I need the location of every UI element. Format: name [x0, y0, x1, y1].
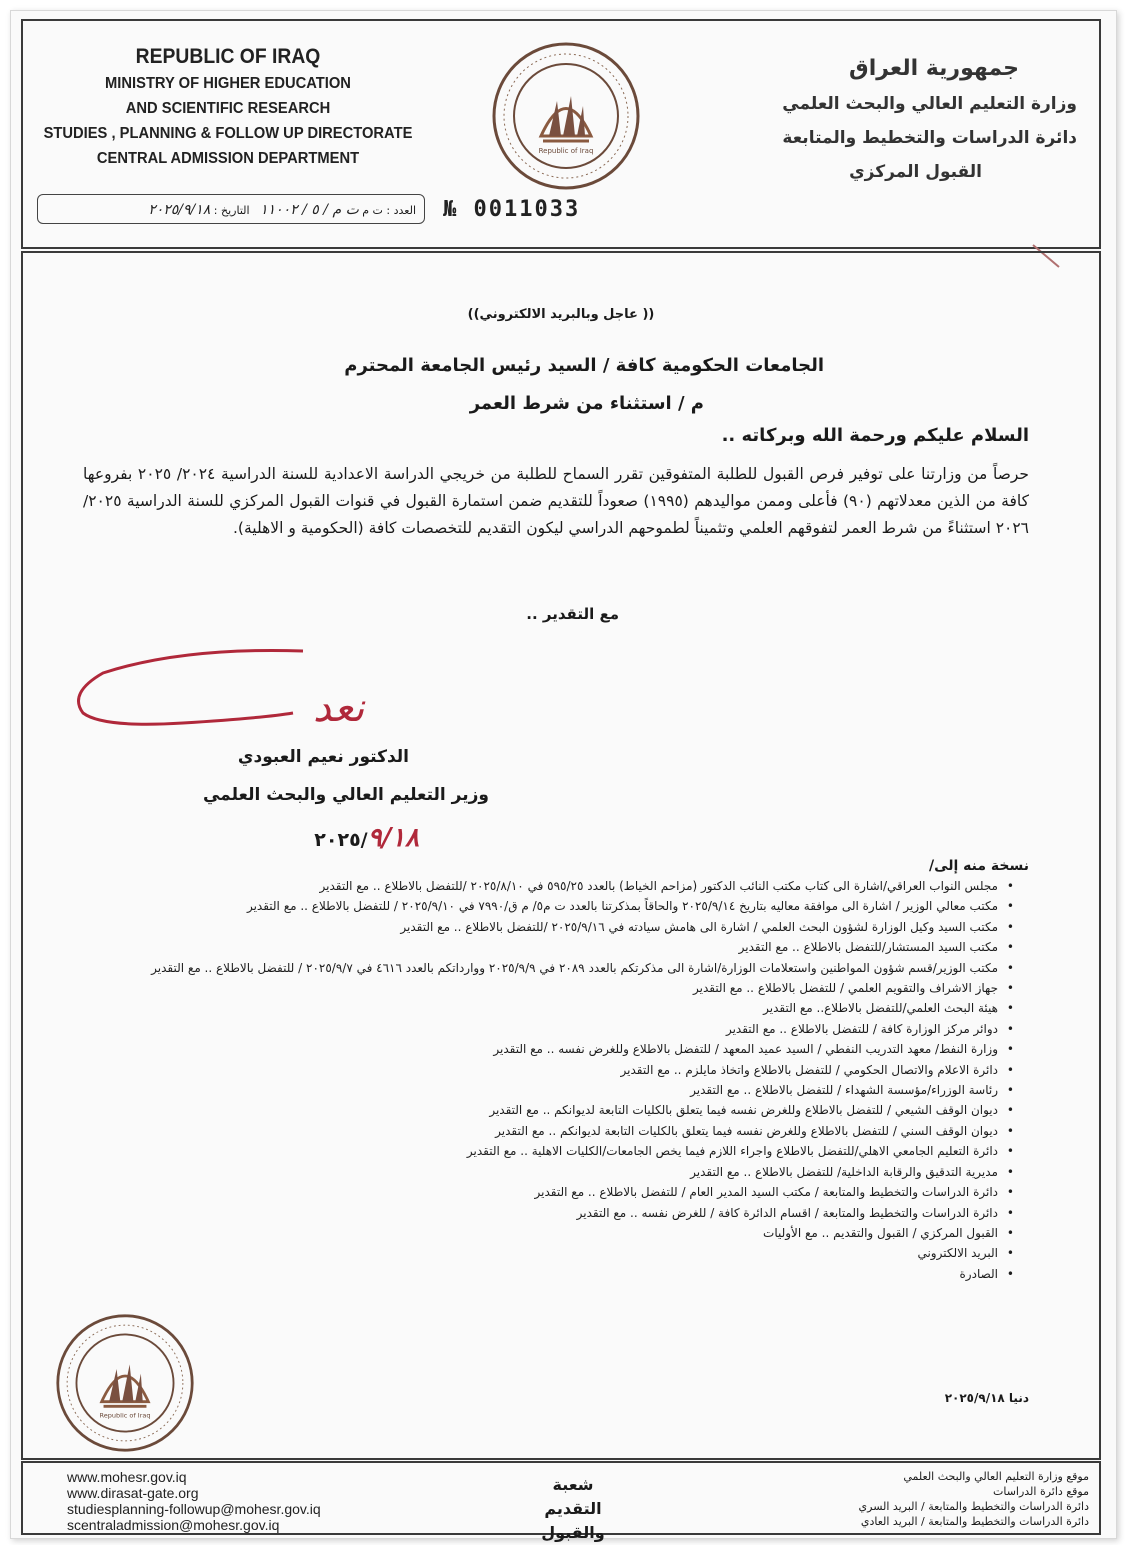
en-line: AND SCIENTIFIC RESEARCH: [125, 100, 331, 117]
footer-label: دائرة الدراسات والتخطيط والمتابعة / البريد العادي: [860, 1515, 1089, 1528]
list-item: • مكتب السيد وكيل الوزارة لشؤون البحث العلمي / اشارة الى هامش سيادته في ٢٠٢٥/٩/١٦ /للتفضل بالاطلاع .. مع التقدير: [81, 919, 1014, 935]
date-year: ٢٠٢٥/: [314, 829, 368, 851]
list-item: • مكتب السيد المستشار/للتفضل بالاطلاع .. مع التقدير: [81, 939, 1014, 955]
signature-icon: [63, 643, 403, 743]
list-item: • الصادرة: [81, 1266, 1014, 1282]
ar-line: جمهورية العراق: [849, 56, 1019, 81]
list-item: • مجلس النواب العراقي/اشارة الى كتاب مكتب النائب الدكتور (مزاحم الخياط) بالعدد ٥٩٥/٢٥ في ٢٠٢٥/٨/١٠ /للتفضل بالاطلاع .. مع التقدير: [81, 878, 1014, 894]
ministry-seal-icon: [55, 1313, 195, 1453]
list-item: • دوائر مركز الوزارة كافة / للتفضل بالاطلاع .. مع التقدير: [81, 1021, 1014, 1037]
list-item: • مكتب الوزير/قسم شؤون المواطنين واستعلامات الوزارة/اشارة الى مذكرتكم بالعدد ٢٠٨٩ في ٢٠٢٥/٩/٩ ووارداتكم بالعدد ٤٦١٦ في ٢٠٢٥/٩/٧ / للتفضل بالاطلاع .. مع التقدير: [81, 960, 1014, 976]
list-item: • جهاز الاشراف والتقويم العلمي / للتفضل بالاطلاع .. مع التقدير: [81, 980, 1014, 996]
serial-value: 0011033: [473, 197, 581, 222]
en-line: MINISTRY OF HIGHER EDUCATION: [105, 75, 351, 92]
en-line: REPUBLIC OF IRAQ: [135, 45, 321, 68]
letterhead: [21, 19, 1101, 249]
copies-heading: نسخة منه إلى/: [928, 858, 1029, 874]
list-item: • القبول المركزي / القبول والتقديم .. مع الأوليات: [81, 1225, 1014, 1241]
footer: [21, 1461, 1101, 1542]
minister-title: وزير التعليم العالي والبحث العلمي: [202, 785, 489, 805]
footer-websites: [67, 1469, 321, 1533]
date-label: التاريخ :: [213, 204, 250, 217]
ref-value: ت م / ٥ / ١١٠٠٢: [260, 202, 359, 218]
date-handwritten: ٩/١٨: [367, 823, 419, 853]
svg-text:نعد: نعد: [313, 685, 365, 731]
ref-label: العدد : ت م: [362, 204, 416, 217]
date-value: ٢٠٢٥/٩/١٨: [148, 202, 211, 218]
list-item: • مديرية التدقيق والرقابة الداخلية/ للتفضل بالاطلاع .. مع التقدير: [81, 1164, 1014, 1180]
section-line: التقديم والقبول: [541, 1499, 605, 1542]
reference-box: [37, 194, 425, 224]
subject: م / استثناء من شرط العمر: [469, 393, 704, 414]
footer-label: موقع وزارة التعليم العالي والبحث العلمي: [903, 1470, 1089, 1483]
list-item: • ديوان الوقف الشيعي / للتفضل بالاطلاع وللغرض نفسه فيما يتعلق بالكليات التابعة لديوانكم .. مع التقدير: [81, 1102, 1014, 1118]
copies-list: [81, 878, 1014, 1286]
greeting: السلام عليكم ورحمة الله وبركاته ..: [721, 425, 1029, 446]
website-link[interactable]: www.mohesr.gov.iq: [67, 1469, 187, 1485]
svg-text:Republic of Iraq: Republic of Iraq: [538, 147, 594, 155]
list-item: • دائرة الدراسات والتخطيط والمتابعة / مكتب السيد المدير العام / للتفضل بالاطلاع .. مع التقدير: [81, 1184, 1014, 1200]
document-page: [10, 10, 1117, 1542]
urgent-note: (( عاجل وبالبريد الالكتروني)): [467, 307, 655, 322]
letter-body: [21, 251, 1101, 1460]
email-link[interactable]: scentraladmission@mohesr.gov.iq: [67, 1517, 280, 1533]
list-item: • وزارة النفط/ معهد التدريب النفطي / السيد عميد المعهد / للتفضل بالاطلاع وللغرض نفسه .. مع التقدير: [81, 1041, 1014, 1057]
ar-line: دائرة الدراسات والتخطيط والمتابعة: [782, 128, 1077, 148]
regards: مع التقدير ..: [526, 605, 619, 623]
footer-labels: [789, 1469, 1089, 1529]
website-link[interactable]: www.dirasat-gate.org: [67, 1485, 199, 1501]
list-item: • رئاسة الوزراء/مؤسسة الشهداء / للتفضل بالاطلاع .. مع التقدير: [81, 1082, 1014, 1098]
arabic-letterhead: [717, 51, 1077, 189]
minister-name: الدكتور نعيم العبودي: [237, 747, 409, 767]
en-line: CENTRAL ADMISSION DEPARTMENT: [96, 150, 360, 167]
footer-label: موقع دائرة الدراسات: [992, 1485, 1089, 1498]
signature-date: [314, 823, 419, 853]
list-item: • ديوان الوقف السني / للتفضل بالاطلاع وللغرض نفسه فيما يتعلق بالكليات التابعة لديوانكم .. مع التقدير: [81, 1123, 1014, 1139]
en-line: STUDIES , PLANNING & FOLLOW UP DIRECTORATE: [43, 125, 413, 142]
footer-label: دائرة الدراسات والتخطيط والمتابعة / البريد السري: [858, 1500, 1089, 1513]
serial-number: [443, 197, 580, 222]
footer-date: دنيا ٢٠٢٥/٩/١٨: [944, 1391, 1029, 1405]
list-item: • دائرة الدراسات والتخطيط والمتابعة / اقسام الدائرة كافة / للغرض نفسه .. مع التقدير: [81, 1205, 1014, 1221]
email-link[interactable]: studiesplanning-followup@mohesr.gov.iq: [67, 1501, 321, 1517]
svg-text:Republic of Iraq: Republic of Iraq: [99, 1411, 151, 1420]
list-item: • البريد الالكتروني: [81, 1245, 1014, 1261]
list-item: • دائرة الاعلام والاتصال الحكومي / للتفضل بالاطلاع واتخاذ مايلزم .. مع التقدير: [81, 1062, 1014, 1078]
ministry-seal-icon: [491, 41, 641, 191]
section-line: شعبة: [552, 1475, 594, 1494]
ar-line: القبول المركزي: [849, 162, 982, 182]
list-item: • دائرة التعليم الجامعي الاهلي/للتفضل بالاطلاع واجراء اللازم فيما يخص الجامعات/الكليات الاهلية .. مع التقدير: [81, 1143, 1014, 1159]
serial-symbol: №: [443, 197, 459, 222]
list-item: • مكتب معالي الوزير / اشارة الى موافقة معاليه بتاريخ ٢٠٢٥/٩/١٤ والحاقاً بمذكرتنا بالعدد ت م٥/ م ق/٧٩٩٠ في ٢٠٢٥/٩/١٠ / للتفضل بالاطلاع .. مع التقدير: [81, 898, 1014, 914]
ar-line: وزارة التعليم العالي والبحث العلمي: [782, 94, 1077, 114]
list-item: • هيئة البحث العلمي/للتفضل بالاطلاع.. مع التقدير: [81, 1000, 1014, 1016]
main-paragraph: حرصاً من وزارتنا على توفير فرص القبول للطلبة المتفوقين تقرر السماح للطلبة من خريجي الدراسة الاعدادية للسنة الدراسية ٢٠٢٤/ ٢٠٢٥ بفروعها كافة من الذين معدلاتهم (٩٠) فأعلى وممن مواليدهم (١٩٩٥) صعوداً للتقديم ضمن استمارة القبول في قنوات القبول المركزي للسنة الدراسية ٢٠٢٥/ ٢٠٢٦ استثناءً من شرط العمر لتفوقهم العلمي وتثميناً لطموحهم الدراسي ليكون التقديم للتخصصات كافة (الحكومية و الاهلية).: [83, 465, 1029, 537]
footer-section: [513, 1473, 633, 1545]
english-letterhead: [23, 43, 433, 171]
addressee: الجامعات الحكومية كافة / السيد رئيس الجامعة المحترم: [344, 355, 824, 376]
